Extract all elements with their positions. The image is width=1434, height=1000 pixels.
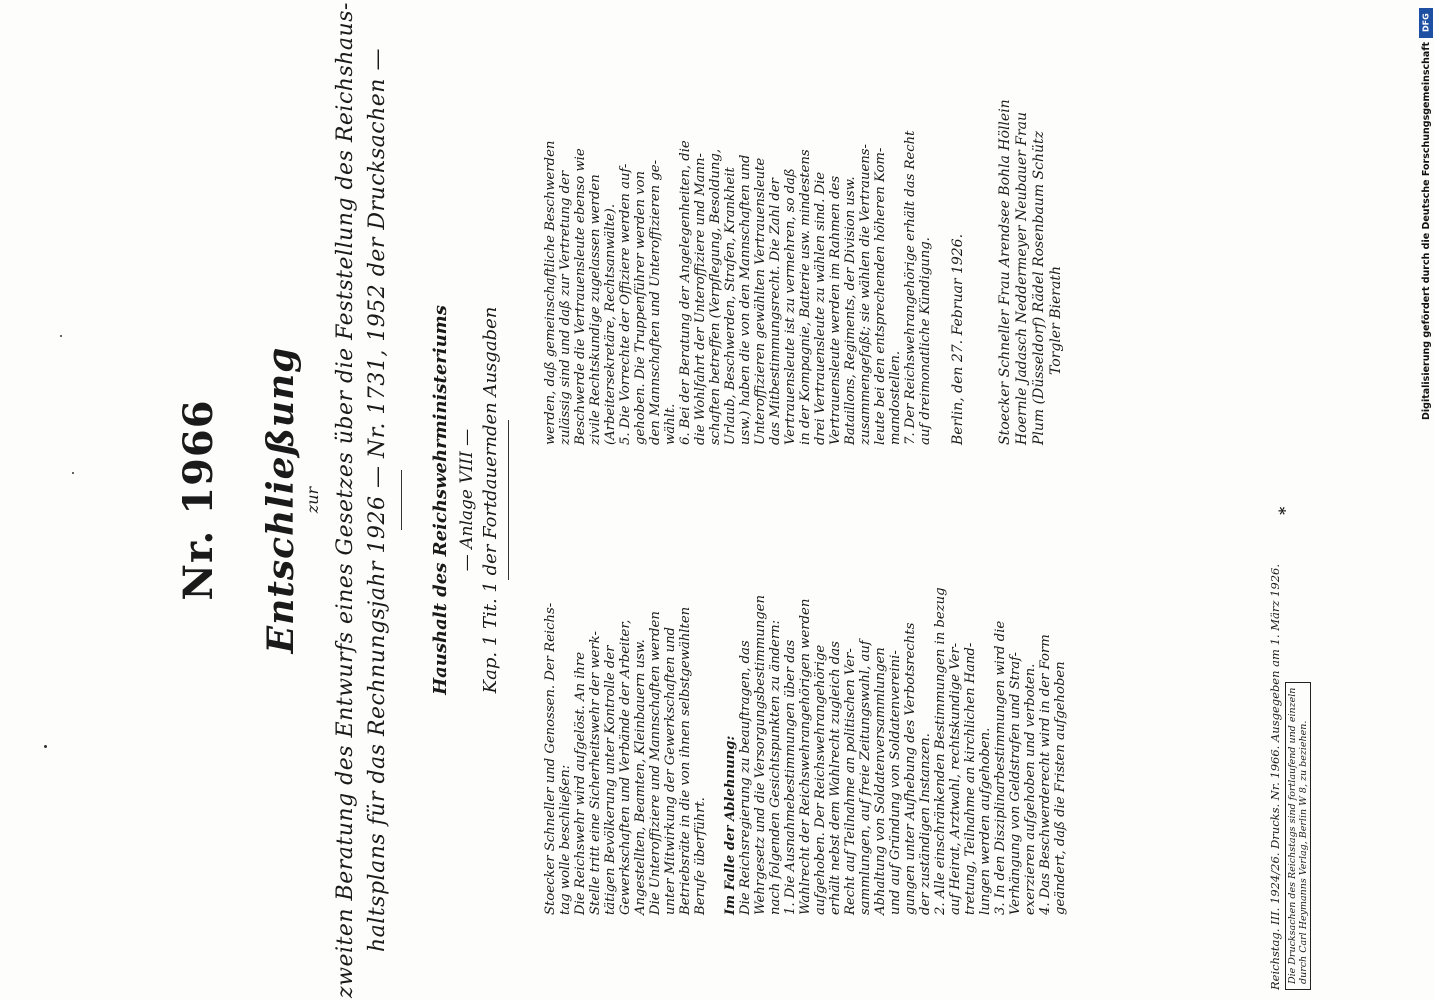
right-column-line: drei Vertrauensleute zu wählen sind. Die xyxy=(813,171,828,445)
issue-footer: Reichstag. III. 1924/26. Drucks. Nr. 1966. Ausgegeben am 1. März 1926. xyxy=(1268,564,1282,990)
signatures-row-1: Stoecker Schneller Frau Arendsee Bohla Höllein xyxy=(997,99,1013,445)
right-column-line: leute bei den entsprechenden höheren Kom- xyxy=(873,147,888,445)
right-column-line: Vertrauensleute ist zu vermehren, so daß xyxy=(783,168,798,445)
signatures-row-3: Plum (Düsseldorf) Rädel Rosenbaum Schütz xyxy=(1031,130,1047,445)
right-column-line: zulässig sind und daß zur Vertretung der xyxy=(558,170,573,445)
right-column-line: Urlaub, Beschwerden, Strafen, Krankheit xyxy=(723,167,738,445)
left-column-line: Stoecker Schneller und Genossen. Der Reichs- xyxy=(543,602,558,915)
document-number: Nr. 1966 xyxy=(175,399,222,601)
left-column-line: Stelle tritt eine Sicherheitswehr der werk- xyxy=(588,631,603,915)
right-column-line: zusammengefaßt; sie wählen die Vertrauens- xyxy=(858,144,873,445)
right-column-line: 6. Bei der Beratung der Angelegenheiten, die xyxy=(678,140,693,445)
right-column-line: 5. Die Vorrechte der Offiziere werden auf- xyxy=(618,163,633,445)
left-column-line: Angestellten, Beamten, Kleinbauern usw. xyxy=(633,639,648,915)
left-column-line: Wehrgesetz und die Versorgungsbestimmungen xyxy=(753,595,768,915)
left-column-line xyxy=(708,490,723,915)
right-column-line: die Wohlfahrt der Unteroffiziere und Mann- xyxy=(693,153,708,445)
scan-speck xyxy=(44,745,47,748)
left-column-line: Recht auf Teilnahme an politischen Ver- xyxy=(843,648,858,915)
left-column-line: auf Heirat, Arztwahl, rechtskundige Ver- xyxy=(948,642,963,915)
footer-star: * xyxy=(1275,506,1294,515)
section-anlage: — Anlage VIII — xyxy=(457,428,477,572)
dfg-logo-badge: DFG xyxy=(1419,8,1433,38)
left-column-line: Gewerkschaften und Verbände der Arbeiter, xyxy=(618,619,633,915)
divider-rule-bottom xyxy=(508,420,509,580)
right-column-line: (Arbeitersekretäre, Rechtsanwälte). xyxy=(603,203,618,445)
document-title: Entschließung xyxy=(260,346,302,654)
right-column-line: gehoben. Die Truppenführer werden von xyxy=(633,170,648,445)
place-date: Berlin, den 27. Februar 1926. xyxy=(950,233,966,445)
left-column-line: und auf Gründung von Soldatenvereini- xyxy=(888,650,903,915)
scan-speck xyxy=(72,472,74,474)
left-column-line: tretung, Teilnahme an kirchlichen Hand- xyxy=(963,642,978,915)
left-column-line: Die Reichsregierung zu beauftragen, das xyxy=(738,640,753,915)
intro-line-1: zweiten Beratung des Entwurfs eines Gesetzes über die Feststellung des Reichshaus- xyxy=(333,2,358,998)
left-column-line: nach folgenden Gesichtspunkten zu ändern: xyxy=(768,619,783,915)
left-column-line: 3. In den Disziplinarbestimmungen wird die xyxy=(993,620,1008,915)
left-column-line: Wahlrecht der Reichswehrangehörigen werden xyxy=(798,598,813,915)
right-column-line: schaften betreffen (Verpflegung, Besoldung, xyxy=(708,148,723,445)
left-column-line: Die Reichswehr wird aufgelöst. An ihre xyxy=(573,651,588,915)
right-column-line: in der Kompagnie, Batterie usw. mindestens xyxy=(798,149,813,445)
left-column-line: erhält nebst dem Wahlrecht zugleich das xyxy=(828,641,843,915)
left-column-line: sammlungen, auf freie Zeitungswahl, auf xyxy=(858,640,873,915)
right-column-line: zivile Rechtskundige zugelassen werden xyxy=(588,174,603,445)
right-column-line: usw.) haben die von den Mannschaften und xyxy=(738,154,753,445)
left-column-line: Im Falle der Ablehnung: xyxy=(723,735,738,915)
right-column-line: 7. Der Reichswehrangehörige erhält das Recht xyxy=(903,130,918,445)
right-column-line: auf dreimonatliche Kündigung. xyxy=(918,237,933,445)
right-column-line: mandostellen. xyxy=(888,350,903,445)
left-column-line: Abhaltung von Soldatenversammlungen xyxy=(873,647,888,915)
left-column-line: der zuständigen Instanzen. xyxy=(918,733,933,915)
publisher-box xyxy=(1285,682,1311,990)
left-column-line: aufgehoben. Der Reichswehrangehörige xyxy=(813,644,828,915)
publisher-box-line-1: Die Drucksachen des Reichstags sind fortlaufend und einzeln xyxy=(1287,687,1298,984)
left-column-line: lungen werden aufgehoben. xyxy=(978,727,993,915)
right-column-line: werden, daß gemeinschaftliche Beschwerden xyxy=(543,140,558,445)
left-text-column xyxy=(543,490,1068,915)
left-column-line: 2. Alle einschränkenden Bestimmungen in bezug xyxy=(933,587,948,915)
right-text-column xyxy=(543,20,933,445)
left-column-line: Die Unteroffiziere und Mannschaften werden xyxy=(648,611,663,915)
right-column-line: Beschwerde die Vertrauensleute ebenso wie xyxy=(573,148,588,445)
section-heading: Haushalt des Reichswehrministeriums xyxy=(430,305,451,695)
left-column-line: gungen unter Aufhebung des Verbotsrechts xyxy=(903,622,918,915)
dfg-watermark-text: Digitalisierung gefördert durch die Deutsche Forschungsgemeinschaft xyxy=(1421,42,1432,420)
left-column-line: Verhängung von Geldstrafen und Straf- xyxy=(1008,652,1023,915)
intro-line-2: haltsplans für das Rechnungsjahr 1926 — Nr. 1731, 1952 der Drucksachen — xyxy=(365,48,390,952)
left-column-line: unter Mitwirkung der Gewerkschaften und xyxy=(663,626,678,915)
right-column-line: wählt. xyxy=(663,403,678,445)
right-column-line: den Mannschaften und Unteroffizieren ge- xyxy=(648,159,663,445)
left-column-line: Berufe überführt. xyxy=(693,797,708,915)
scan-speck xyxy=(60,335,62,337)
left-column-line: Betriebsräte in die von ihnen selbstgewählten xyxy=(678,606,693,915)
left-column-line: geändert, daß die Fristen aufgehoben xyxy=(1053,661,1068,915)
left-column-line: tag wolle beschließen: xyxy=(558,764,573,915)
right-column-line: das Mitbestimmungsrecht. Die Zahl der xyxy=(768,178,783,445)
left-column-line: exerzieren aufgehoben und verboten. xyxy=(1023,663,1038,915)
title-connector: zur xyxy=(303,486,322,514)
left-column-line: 1. Die Ausnahmebestimmungen über das xyxy=(783,639,798,915)
right-column-line: Bataillons, Regiments, der Division usw. xyxy=(843,176,858,445)
right-column-line: Vertrauensleute werden im Rahmen des xyxy=(828,175,843,445)
signatures-row-2: Hoernle Jadasch Neddermeyer Neubauer Frau xyxy=(1014,111,1030,445)
section-kapitel: Kap. 1 Tit. 1 der Fortdauernden Ausgaben xyxy=(480,306,501,694)
divider-rule-top xyxy=(401,470,402,530)
right-column-line: Unteroffizieren gewählten Vertrauensleute xyxy=(753,157,768,445)
publisher-box-line-2: durch Carl Heymanns Verlag, Berlin W 8, zu beziehen. xyxy=(1298,720,1309,984)
left-column-line: 4. Das Beschwerderecht wird in der Form xyxy=(1038,634,1053,915)
signatures-row-4: Torgler Bierath xyxy=(1048,266,1064,375)
left-column-line: tätigen Bevölkerung unter Kontrolle der xyxy=(603,645,618,915)
document-page xyxy=(175,0,1335,1000)
